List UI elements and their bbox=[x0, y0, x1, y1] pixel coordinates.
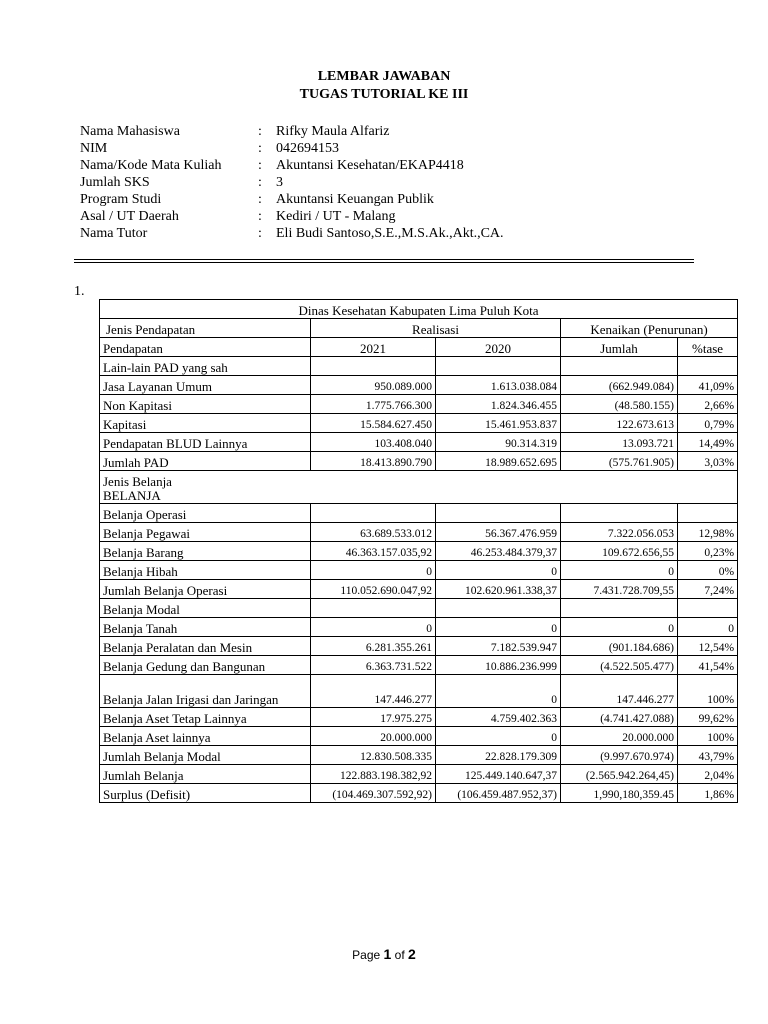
info-value: Akuntansi Kesehatan/EKAP4418 bbox=[276, 158, 464, 173]
change-amount-cell: 20.000.000 bbox=[561, 727, 678, 746]
change-amount-cell: 0 bbox=[561, 561, 678, 580]
info-value: Akuntansi Keuangan Publik bbox=[276, 192, 434, 207]
info-colon: : bbox=[258, 124, 262, 139]
table-row bbox=[100, 675, 738, 708]
row-label-cell: Jumlah PAD bbox=[100, 452, 311, 471]
table-row bbox=[100, 765, 738, 784]
row-label-cell: Belanja Pegawai bbox=[100, 523, 311, 542]
table-row bbox=[100, 708, 738, 727]
change-pct-cell: 14,49% bbox=[678, 433, 738, 452]
row-label-cell: Pendapatan BLUD Lainnya bbox=[100, 433, 311, 452]
value-2020-cell: 18.989.652.695 bbox=[436, 452, 561, 471]
change-pct-cell: 0,79% bbox=[678, 414, 738, 433]
page-word: Page bbox=[352, 948, 381, 962]
info-colon: : bbox=[258, 158, 262, 173]
row-label-cell: Kapitasi bbox=[100, 414, 311, 433]
info-label: Nama/Kode Mata Kuliah bbox=[80, 158, 222, 173]
row-label-cell: Belanja Operasi bbox=[100, 504, 311, 523]
table-row bbox=[100, 599, 738, 618]
header-2021: 2021 bbox=[311, 338, 436, 357]
change-amount-cell: (2.565.942.264,45) bbox=[561, 765, 678, 784]
row-label-cell: Belanja Aset Tetap Lainnya bbox=[100, 708, 311, 727]
section-sublabel: BELANJA bbox=[103, 488, 161, 503]
header-kenaikan: Kenaikan (Penurunan) bbox=[561, 319, 738, 338]
table-row bbox=[100, 357, 738, 376]
row-label-cell: Jasa Layanan Umum bbox=[100, 376, 311, 395]
table-row bbox=[100, 452, 738, 471]
row-label-cell: Surplus (Defisit) bbox=[100, 784, 311, 803]
info-value: Kediri / UT - Malang bbox=[276, 209, 396, 224]
change-amount-cell: 1,990,180,359.45 bbox=[561, 784, 678, 803]
value-2020-cell: 4.759.402.363 bbox=[436, 708, 561, 727]
value-2020-cell: 1.824.346.455 bbox=[436, 395, 561, 414]
change-pct-cell bbox=[678, 357, 738, 376]
row-label-cell: Jumlah Belanja Operasi bbox=[100, 580, 311, 599]
info-value: 042694153 bbox=[276, 141, 339, 156]
change-amount-cell bbox=[561, 504, 678, 523]
value-2021-cell: 0 bbox=[311, 618, 436, 637]
row-label-cell: Belanja Modal bbox=[100, 599, 311, 618]
change-pct-cell bbox=[678, 504, 738, 523]
value-2020-cell: (106.459.487.952,37) bbox=[436, 784, 561, 803]
info-label: NIM bbox=[80, 141, 108, 156]
value-2020-cell: 0 bbox=[436, 727, 561, 746]
student-info bbox=[80, 123, 504, 242]
row-label-cell: Belanja Gedung dan Bangunan bbox=[100, 656, 311, 675]
change-pct-cell: 1,86% bbox=[678, 784, 738, 803]
row-label-cell: Lain-lain PAD yang sah bbox=[100, 357, 311, 376]
row-label-cell: Belanja Hibah bbox=[100, 561, 311, 580]
value-2020-cell: 0 bbox=[436, 675, 561, 708]
change-amount-cell: (48.580.155) bbox=[561, 395, 678, 414]
page-footer bbox=[0, 946, 768, 962]
value-2020-cell: 22.828.179.309 bbox=[436, 746, 561, 765]
value-2021-cell bbox=[311, 357, 436, 376]
table-row bbox=[100, 637, 738, 656]
change-pct-cell: 41,54% bbox=[678, 656, 738, 675]
table-row bbox=[100, 746, 738, 765]
info-label: Program Studi bbox=[80, 192, 162, 207]
table-row bbox=[100, 433, 738, 452]
change-pct-cell: 12,54% bbox=[678, 637, 738, 656]
value-2021-cell: 12.830.508.335 bbox=[311, 746, 436, 765]
info-value: 3 bbox=[276, 175, 283, 190]
section-label: Jenis Belanja bbox=[103, 474, 172, 489]
table-row bbox=[100, 504, 738, 523]
change-pct-cell: 2,04% bbox=[678, 765, 738, 784]
value-2020-cell bbox=[436, 599, 561, 618]
question-number: 1. bbox=[74, 284, 85, 299]
value-2020-cell bbox=[436, 357, 561, 376]
table-row bbox=[100, 414, 738, 433]
value-2020-cell: 56.367.476.959 bbox=[436, 523, 561, 542]
value-2020-cell: 15.461.953.837 bbox=[436, 414, 561, 433]
change-pct-cell bbox=[678, 599, 738, 618]
table-row bbox=[100, 561, 738, 580]
row-label-cell: Belanja Tanah bbox=[100, 618, 311, 637]
table-row bbox=[100, 395, 738, 414]
info-label: Asal / UT Daerah bbox=[80, 209, 179, 224]
change-amount-cell: (575.761.905) bbox=[561, 452, 678, 471]
value-2020-cell: 0 bbox=[436, 618, 561, 637]
row-label-cell: Jumlah Belanja bbox=[100, 765, 311, 784]
change-amount-cell: (4.741.427.088) bbox=[561, 708, 678, 727]
financial-table bbox=[99, 299, 738, 803]
change-amount-cell: 122.673.613 bbox=[561, 414, 678, 433]
table-row bbox=[100, 471, 738, 504]
info-colon: : bbox=[258, 226, 262, 241]
value-2021-cell: 950.089.000 bbox=[311, 376, 436, 395]
header-2020: 2020 bbox=[436, 338, 561, 357]
title-line-1: LEMBAR JAWABAN bbox=[317, 69, 451, 84]
header-pendapatan: Pendapatan bbox=[100, 338, 311, 357]
info-label: Nama Tutor bbox=[80, 226, 148, 241]
table-row bbox=[100, 523, 738, 542]
value-2020-cell: 90.314.319 bbox=[436, 433, 561, 452]
change-amount-cell: 7.431.728.709,55 bbox=[561, 580, 678, 599]
change-amount-cell: 0 bbox=[561, 618, 678, 637]
info-value: Rifky Maula Alfariz bbox=[276, 124, 390, 139]
change-pct-cell: 3,03% bbox=[678, 452, 738, 471]
table-row bbox=[100, 727, 738, 746]
change-amount-cell: (901.184.686) bbox=[561, 637, 678, 656]
change-pct-cell: 7,24% bbox=[678, 580, 738, 599]
info-row-course bbox=[80, 157, 504, 174]
table-body bbox=[100, 300, 738, 803]
value-2020-cell: 7.182.539.947 bbox=[436, 637, 561, 656]
value-2020-cell: 1.613.038.084 bbox=[436, 376, 561, 395]
table-header-row-1 bbox=[100, 319, 738, 338]
row-label-cell: Jumlah Belanja Modal bbox=[100, 746, 311, 765]
header-jenis-pendapatan: Jenis Pendapatan bbox=[100, 319, 311, 338]
change-amount-cell: (4.522.505.477) bbox=[561, 656, 678, 675]
change-pct-cell: 41,09% bbox=[678, 376, 738, 395]
value-2021-cell: 6.281.355.261 bbox=[311, 637, 436, 656]
info-row-nim bbox=[80, 140, 504, 157]
info-colon: : bbox=[258, 175, 262, 190]
info-row-sks bbox=[80, 174, 504, 191]
value-2021-cell: 147.446.277 bbox=[311, 675, 436, 708]
divider-top bbox=[74, 259, 694, 260]
table-caption-row bbox=[100, 300, 738, 319]
change-pct-cell: 0 bbox=[678, 618, 738, 637]
title-line-2: TUGAS TUTORIAL KE III bbox=[299, 87, 469, 102]
value-2020-cell: 0 bbox=[436, 561, 561, 580]
table-row bbox=[100, 656, 738, 675]
info-label: Nama Mahasiswa bbox=[80, 124, 180, 139]
of-word: of bbox=[394, 948, 405, 962]
change-pct-cell: 100% bbox=[678, 727, 738, 746]
value-2021-cell: (104.469.307.592,92) bbox=[311, 784, 436, 803]
value-2021-cell: 20.000.000 bbox=[311, 727, 436, 746]
value-2020-cell: 102.620.961.338,37 bbox=[436, 580, 561, 599]
change-amount-cell: 13.093.721 bbox=[561, 433, 678, 452]
value-2021-cell: 0 bbox=[311, 561, 436, 580]
info-value: Eli Budi Santoso,S.E.,M.S.Ak.,Akt.,CA. bbox=[276, 226, 504, 241]
row-label-cell: Belanja Jalan Irigasi dan Jaringan bbox=[100, 675, 311, 708]
value-2021-cell: 18.413.890.790 bbox=[311, 452, 436, 471]
value-2021-cell: 15.584.627.450 bbox=[311, 414, 436, 433]
info-colon: : bbox=[258, 192, 262, 207]
table-row bbox=[100, 580, 738, 599]
change-pct-cell: 99,62% bbox=[678, 708, 738, 727]
section-header-cell bbox=[100, 471, 738, 504]
value-2021-cell: 63.689.533.012 bbox=[311, 523, 436, 542]
change-pct-cell: 0% bbox=[678, 561, 738, 580]
change-amount-cell: 109.672.656,55 bbox=[561, 542, 678, 561]
page-number: 1 bbox=[383, 946, 392, 962]
info-colon: : bbox=[258, 209, 262, 224]
change-amount-cell bbox=[561, 357, 678, 376]
header-pct: %tase bbox=[678, 338, 738, 357]
value-2020-cell bbox=[436, 504, 561, 523]
change-pct-cell: 12,98% bbox=[678, 523, 738, 542]
table-row bbox=[100, 618, 738, 637]
header-jumlah: Jumlah bbox=[561, 338, 678, 357]
change-amount-cell bbox=[561, 599, 678, 618]
change-pct-cell: 0,23% bbox=[678, 542, 738, 561]
change-pct-cell: 100% bbox=[678, 675, 738, 708]
value-2021-cell bbox=[311, 504, 436, 523]
row-label-cell: Belanja Peralatan dan Mesin bbox=[100, 637, 311, 656]
change-pct-cell: 43,79% bbox=[678, 746, 738, 765]
value-2021-cell: 1.775.766.300 bbox=[311, 395, 436, 414]
table-row bbox=[100, 376, 738, 395]
table-header-row-2 bbox=[100, 338, 738, 357]
value-2021-cell: 110.052.690.047,92 bbox=[311, 580, 436, 599]
value-2021-cell: 103.408.040 bbox=[311, 433, 436, 452]
change-pct-cell: 2,66% bbox=[678, 395, 738, 414]
value-2021-cell bbox=[311, 599, 436, 618]
value-2021-cell: 122.883.198.382,92 bbox=[311, 765, 436, 784]
info-row-program bbox=[80, 191, 504, 208]
info-colon: : bbox=[258, 141, 262, 156]
page-total: 2 bbox=[408, 946, 416, 962]
value-2020-cell: 46.253.484.379,37 bbox=[436, 542, 561, 561]
table-row bbox=[100, 784, 738, 803]
value-2020-cell: 125.449.140.647,37 bbox=[436, 765, 561, 784]
value-2021-cell: 6.363.731.522 bbox=[311, 656, 436, 675]
divider-bottom bbox=[74, 262, 694, 263]
change-amount-cell: (662.949.084) bbox=[561, 376, 678, 395]
value-2020-cell: 10.886.236.999 bbox=[436, 656, 561, 675]
info-label: Jumlah SKS bbox=[80, 175, 150, 190]
table-row bbox=[100, 542, 738, 561]
value-2021-cell: 17.975.275 bbox=[311, 708, 436, 727]
info-row-origin bbox=[80, 208, 504, 225]
row-label-cell: Non Kapitasi bbox=[100, 395, 311, 414]
change-amount-cell: 7.322.056.053 bbox=[561, 523, 678, 542]
row-label-cell: Belanja Barang bbox=[100, 542, 311, 561]
info-row-name bbox=[80, 123, 504, 140]
row-label-cell: Belanja Aset lainnya bbox=[100, 727, 311, 746]
header-realisasi: Realisasi bbox=[311, 319, 561, 338]
change-amount-cell: 147.446.277 bbox=[561, 675, 678, 708]
info-row-tutor bbox=[80, 225, 504, 242]
value-2021-cell: 46.363.157.035,92 bbox=[311, 542, 436, 561]
change-amount-cell: (9.997.670.974) bbox=[561, 746, 678, 765]
table-caption: Dinas Kesehatan Kabupaten Lima Puluh Kota bbox=[100, 300, 738, 319]
